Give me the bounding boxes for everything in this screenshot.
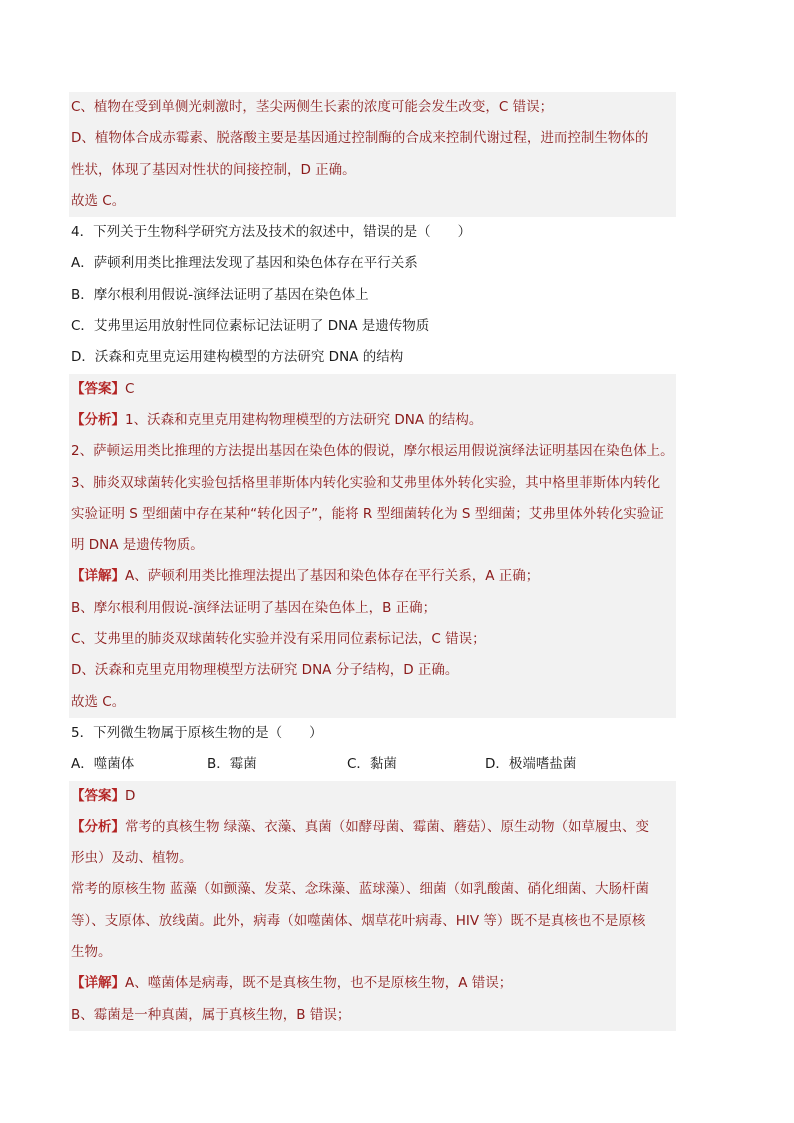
answer-value: C — [125, 380, 135, 397]
explanation-line: 性状，体现了基因对性状的间接控制，D 正确。 — [69, 155, 676, 186]
answer-value: D — [125, 787, 136, 804]
question-5-option-c: C．黏菌 — [347, 756, 397, 773]
analysis-line: 常考的原核生物 蓝藻（如颤藻、发菜、念珠藻、蓝球藻）、细菌（如乳酸菌、硝化细菌、大肠杆菌 — [69, 874, 676, 905]
detail-tag: 【详解】 — [71, 568, 125, 585]
question-5-answer — [69, 781, 676, 812]
analysis-line: 3、肺炎双球菌转化实验包括格里菲斯体内转化实验和艾弗里体外转化实验，其中格里菲斯体内转化 — [69, 468, 676, 499]
detail-line: B、霉菌是一种真菌，属于真核生物，B 错误； — [69, 1000, 676, 1031]
analysis-text: 1、沃森和克里克用建构物理模型的方法研究 DNA 的结构。 — [125, 411, 483, 428]
question-4-detail — [69, 561, 676, 592]
answer-tag: 【答案】 — [71, 380, 125, 397]
analysis-line: 等）、支原体、放线菌。此外，病毒（如噬菌体、烟草花叶病毒、HIV 等）既不是真核也不是原核 — [69, 906, 676, 937]
detail-line: C、艾弗里的肺炎双球菌转化实验并没有采用同位素标记法，C 错误； — [69, 624, 676, 655]
analysis-tag: 【分析】 — [71, 411, 125, 428]
analysis-line: 实验证明 S 型细菌中存在某种“转化因子”，能将 R 型细菌转化为 S 型细菌；艾弗里体外转化实验证 — [69, 499, 676, 530]
analysis-line: 明 DNA 是遗传物质。 — [69, 530, 676, 561]
conclusion-line: 故选 C。 — [69, 186, 676, 217]
analysis-line: 形虫）及动、植物。 — [69, 843, 676, 874]
analysis-text: 常考的真核生物 绿藻、衣藻、真菌（如酵母菌、霉菌、蘑菇）、原生动物（如草履虫、变 — [125, 818, 650, 835]
question-5-option-d: D．极端嗜盐菌 — [485, 756, 577, 773]
explanation-line: D、植物体合成赤霉素、脱落酸主要是基因通过控制酶的合成来控制代谢过程，进而控制生物体的 — [69, 123, 676, 154]
analysis-tag: 【分析】 — [71, 818, 125, 835]
conclusion-line: 故选 C。 — [69, 687, 676, 718]
analysis-line: 2、萨顿运用类比推理的方法提出基因在染色体的假说，摩尔根运用假说演绎法证明基因在染色体上。 — [69, 436, 676, 467]
question-4-option-b: B．摩尔根利用假说-演绎法证明了基因在染色体上 — [71, 286, 369, 303]
question-4-answer — [69, 374, 676, 405]
explanation-line: C、植物在受到单侧光刺激时，茎尖两侧生长素的浓度可能会发生改变，C 错误； — [69, 92, 676, 123]
detail-tag: 【详解】 — [71, 975, 125, 992]
question-5-option-a: A．噬菌体 — [71, 756, 135, 773]
detail-text: A、萨顿利用类比推理法提出了基因和染色体存在平行关系，A 正确； — [125, 568, 540, 585]
question-5-option-b: B．霉菌 — [207, 756, 257, 773]
question-4-option-a: A．萨顿利用类比推理法发现了基因和染色体存在平行关系 — [71, 255, 418, 272]
detail-line: D、沃森和克里克用物理模型方法研究 DNA 分子结构，D 正确。 — [69, 655, 676, 686]
question-5-detail — [69, 968, 676, 999]
detail-line: B、摩尔根利用假说-演绎法证明了基因在染色体上，B 正确； — [69, 593, 676, 624]
answer-tag: 【答案】 — [71, 787, 125, 804]
question-4-option-c: C．艾弗里运用放射性同位素标记法证明了 DNA 是遗传物质 — [71, 318, 430, 335]
question-4-stem: 4．下列关于生物科学研究方法及技术的叙述中，错误的是（ ） — [71, 224, 472, 241]
question-5-stem: 5．下列微生物属于原核生物的是（ ） — [71, 724, 323, 741]
question-4-option-d: D．沃森和克里克运用建构模型的方法研究 DNA 的结构 — [71, 349, 404, 366]
question-5-options — [69, 749, 676, 780]
detail-text: A、噬菌体是病毒，既不是真核生物，也不是原核生物，A 错误； — [125, 975, 513, 992]
question-5-analysis — [69, 812, 676, 843]
question-4-analysis — [69, 405, 676, 436]
analysis-line: 生物。 — [69, 937, 676, 968]
document-page — [69, 92, 676, 1031]
